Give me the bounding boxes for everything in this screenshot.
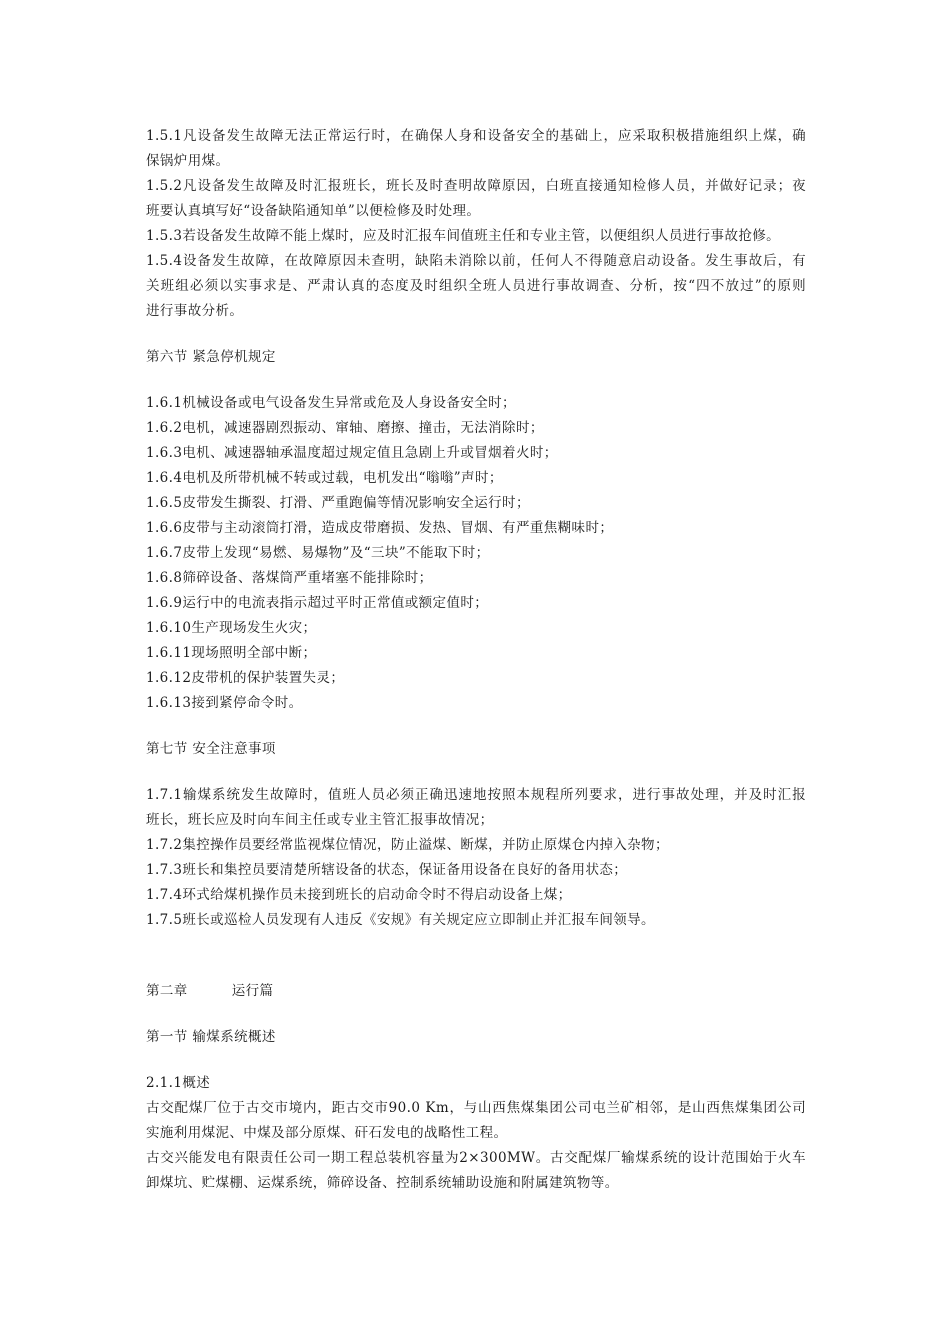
list-item: 1.6.3电机、减速器轴承温度超过规定值且急剧上升或冒烟着火时；: [146, 445, 558, 461]
list-item: 1.6.1机械设备或电气设备发生异常或危及人身设备安全时；: [146, 395, 516, 411]
list-item: 1.6.10生产现场发生火灾；: [146, 620, 317, 636]
list-item: 1.7.2集控操作员要经常监视煤位情况，防止溢煤、断煤，并防止原煤仓内掉入杂物；: [146, 837, 669, 853]
para-2-1-1-b-line-2: 卸煤坑、贮煤棚、运煤系统，筛碎设备、控制系统辅助设施和附属建筑物等。: [146, 1175, 619, 1191]
para-1-5-3-line-1: 1.5.3若设备发生故障不能上煤时，应及时汇报车间值班主任和专业主管，以便组织人员进行事故抢修。: [146, 228, 781, 244]
list-item: 1.6.9运行中的电流表指示超过平时正常值或额定值时；: [146, 595, 489, 611]
list-item: 1.6.11现场照明全部中断；: [146, 645, 317, 661]
list-item: 1.7.3班长和集控员要清楚所辖设备的状态，保证备用设备在良好的备用状态；: [146, 862, 628, 878]
list-item: 1.6.4电机及所带机械不转或过载，电机发出“嗡嗡”声时；: [146, 470, 503, 486]
list-item: 1.6.13接到紧停命令时。: [146, 695, 303, 711]
list-item: 1.7.5班长或巡检人员发现有人违反《安规》有关规定应立即制止并汇报车间领导。: [146, 912, 655, 928]
para-1-5-2-line-2: 班要认真填写好“设备缺陷通知单”以便检修及时处理。: [146, 203, 481, 219]
chapter-title: 运行篇: [231, 983, 274, 999]
para-1-5-1-line-1: 1.5.1凡设备发生故障无法正常运行时，在确保人身和设备安全的基础上，应采取积极措施组织上煤，确: [146, 128, 806, 144]
para-2-1-1-b-line-1: 古交兴能发电有限责任公司一期工程总装机容量为2×300MW。古交配煤厂输煤系统的设计范围始于火车: [146, 1150, 806, 1166]
section-2-1-heading: 第一节 输煤系统概述: [146, 1029, 276, 1045]
list-item: 1.7.4环式给煤机操作员未接到班长的启动命令时不得启动设备上煤；: [146, 887, 572, 903]
section-7-list: [146, 783, 806, 933]
para-2-1-1-a-line-1: 古交配煤厂位于古交市境内，距古交市90.0 Km，与山西焦煤集团公司屯兰矿相邻，是山西焦煤集团公司: [146, 1100, 806, 1116]
para-1-5-4-line-3: 进行事故分析。: [146, 303, 244, 319]
document-page: [146, 124, 806, 1196]
para-1-5-1-line-2: 保锅炉用煤。: [146, 153, 230, 169]
para-1-7-1-line-2: 班长，班长应及时向车间主任或专业主管汇报事故情况；: [146, 812, 494, 828]
chapter-2-heading: [146, 979, 806, 1004]
para-1-5-2-line-1: 1.5.2凡设备发生故障及时汇报班长，班长及时查明故障原因，白班直接通知检修人员，并做好记录；夜: [146, 178, 806, 194]
para-1-7-1-line-1: 1.7.1输煤系统发生故障时，值班人员必须正确迅速地按照本规程所列要求，进行事故处理，并及时汇报: [146, 787, 806, 803]
chapter-number: 第二章: [146, 983, 188, 999]
subsection-2-1-1-title: 2.1.1概述: [146, 1075, 211, 1091]
section-6-list: [146, 391, 806, 716]
list-item: 1.6.12皮带机的保护装置失灵；: [146, 670, 345, 686]
list-item: 1.6.7皮带上发现“易燃、易爆物”及“三块”不能取下时；: [146, 545, 490, 561]
para-1-5-4-line-1: 1.5.4设备发生故障，在故障原因未查明，缺陷未消除以前，任何人不得随意启动设备。发生事故后，有: [146, 253, 806, 269]
list-item: 1.6.5皮带发生撕裂、打滑、严重跑偏等情况影响安全运行时；: [146, 495, 530, 511]
section-7-heading: 第七节 安全注意事项: [146, 741, 276, 757]
list-item: 1.6.6皮带与主动滚筒打滑，造成皮带磨损、发热、冒烟、有严重焦糊味时；: [146, 520, 614, 536]
list-item: 1.6.2电机，减速器剧烈振动、窜轴、磨擦、撞击，无法消除时；: [146, 420, 544, 436]
para-1-5-4-line-2: 关班组必须以实事求是、严肃认真的态度及时组织全班人员进行事故调查、分析，按“四不放过”的原则: [146, 278, 806, 294]
list-item: 1.6.8筛碎设备、落煤筒严重堵塞不能排除时；: [146, 570, 433, 586]
section-6-heading: 第六节 紧急停机规定: [146, 349, 276, 365]
para-2-1-1-a-line-2: 实施利用煤泥、中煤及部分原煤、矸石发电的战略性工程。: [146, 1125, 508, 1141]
